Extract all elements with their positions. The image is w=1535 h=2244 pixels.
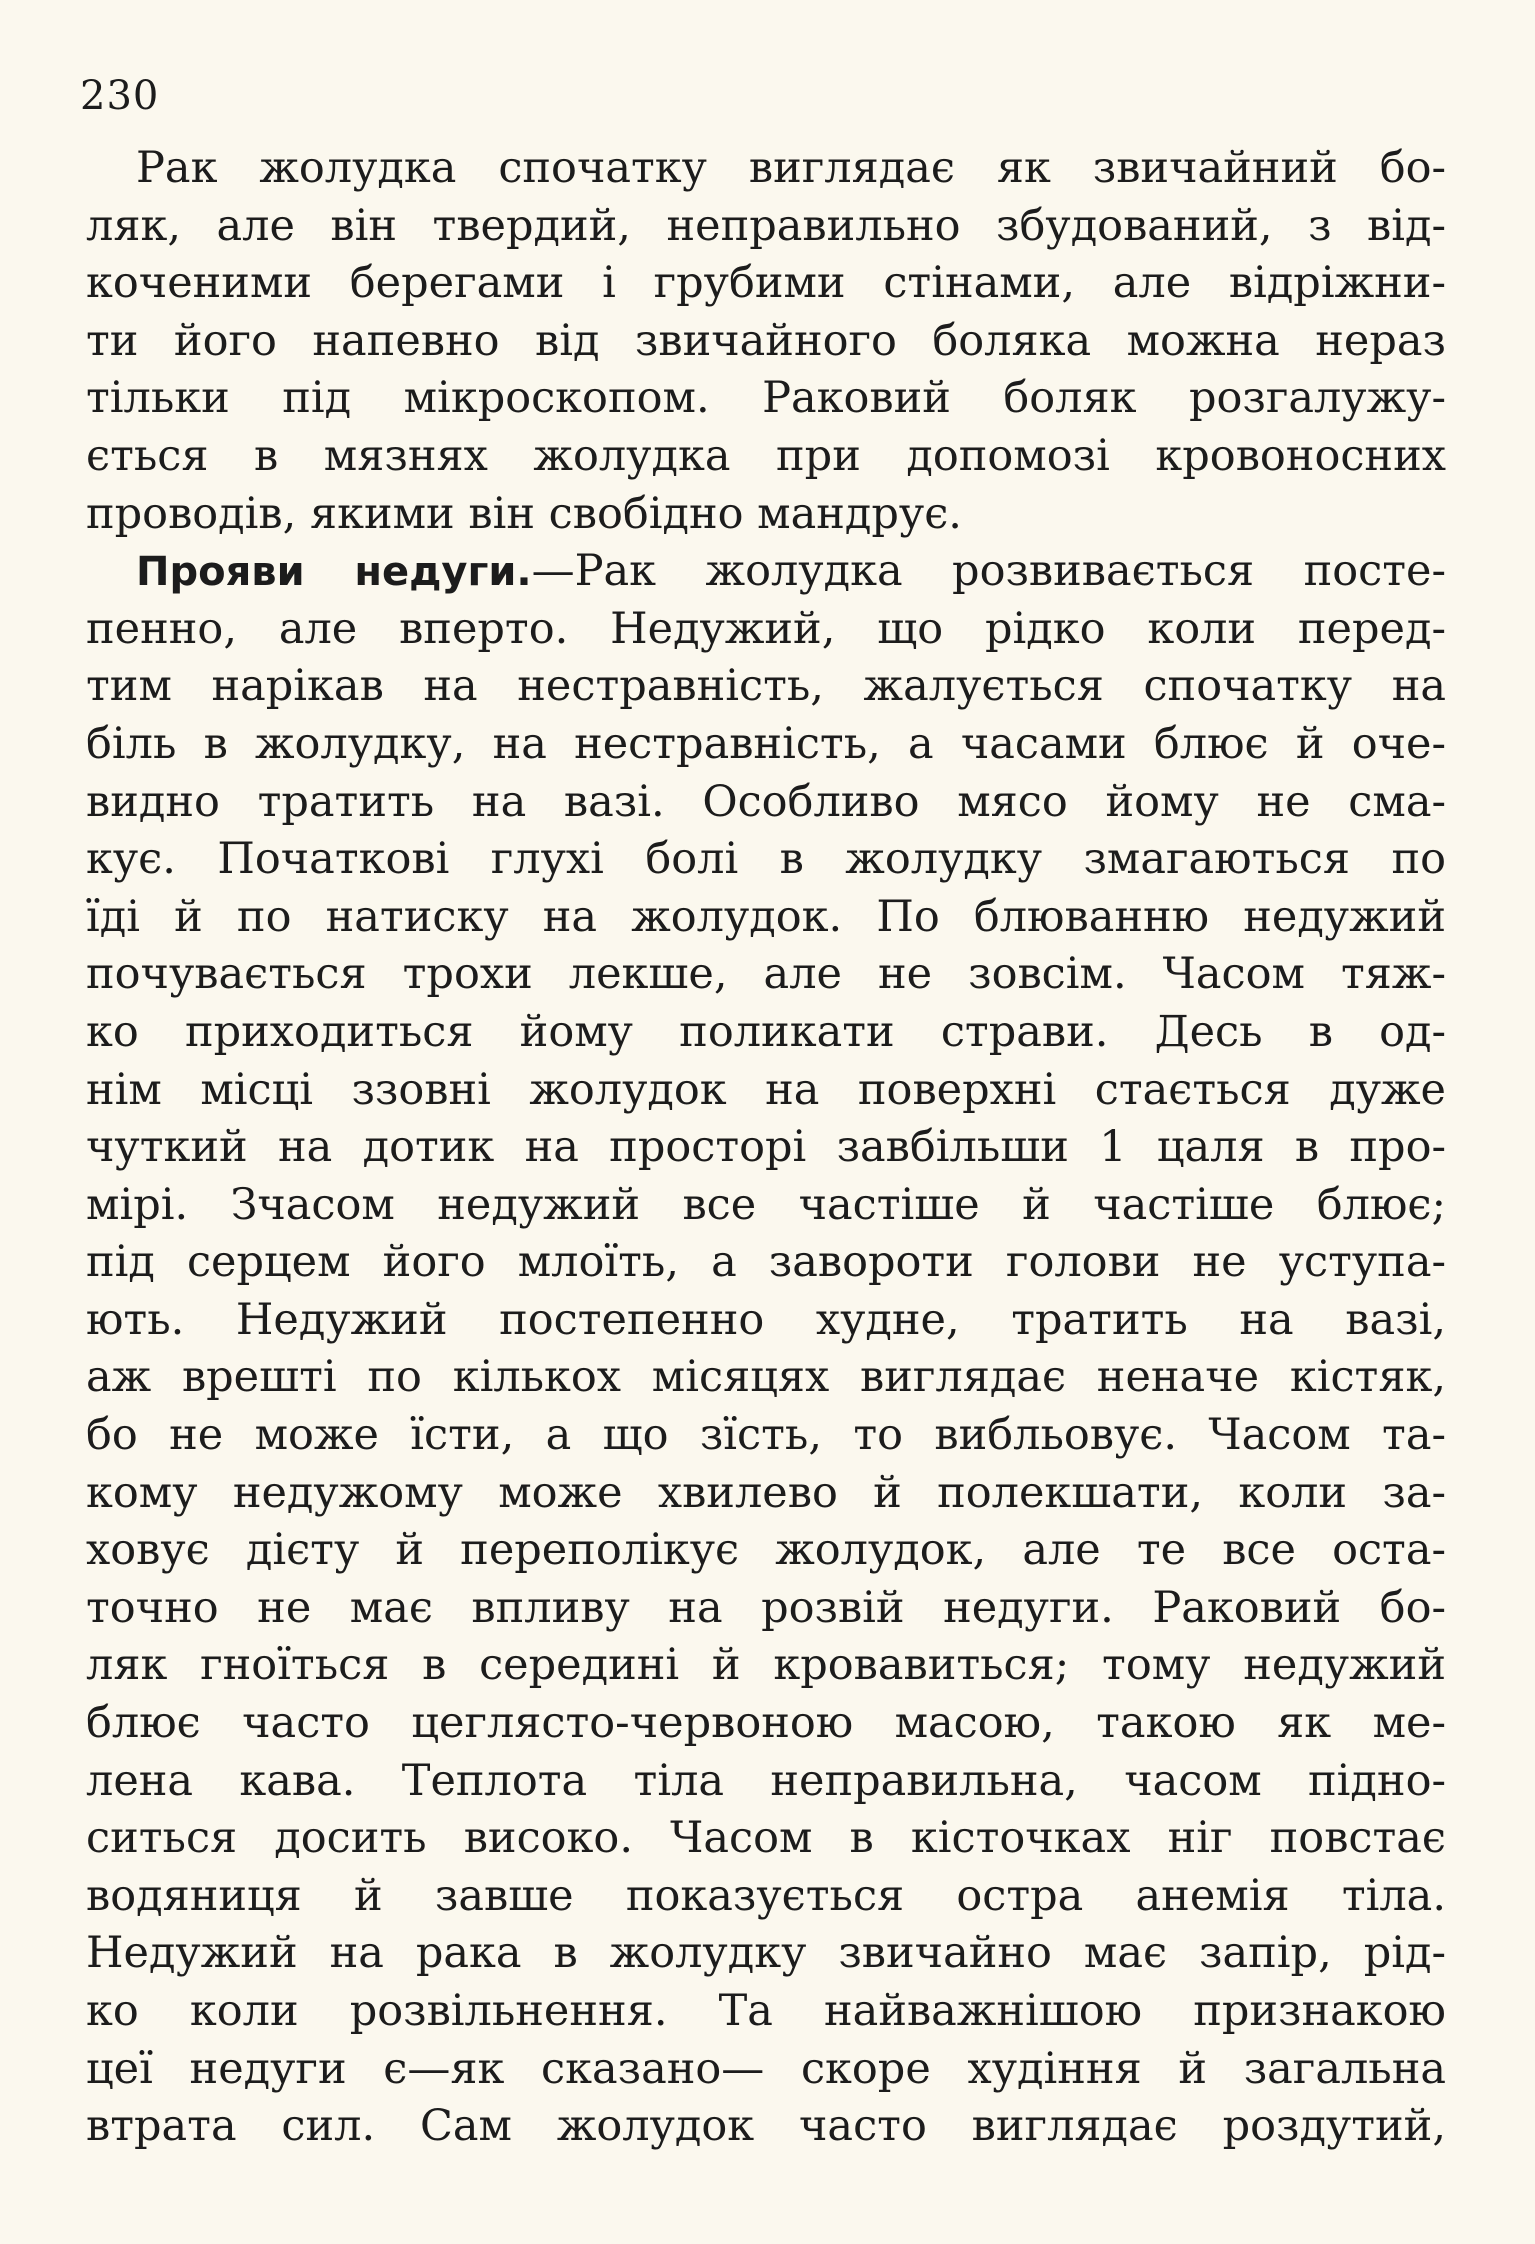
text-line: їді й по натиску на жолудок. По блюванню недужий <box>86 891 1446 942</box>
text-line: ко коли розвільнення. Та найважнішою признакою <box>86 1986 1446 2036</box>
text-line: під серцем його млоїть, а завороти голови не уступа- <box>86 1237 1446 1288</box>
text-line: блює часто цеглясто-червоною масою, такою як ме- <box>86 1698 1446 1749</box>
text-line: аж врешті по кількох місяцях виглядає неначе кістяк, <box>86 1352 1446 1403</box>
text-line: точно не має впливу на розвій недуги. Раковий бо- <box>86 1582 1446 1633</box>
text-line: ситься досить високо. Часом в кісточках ніг повстає <box>86 1813 1446 1864</box>
text-line: видно тратить на вазі. Особливо мясо йому не сма- <box>86 776 1446 827</box>
text-line <box>86 543 1446 601</box>
text-line: проводів, якими він свобідно мандрує. <box>86 488 962 539</box>
text-line: ляк, але він твердий, неправильно збудований, з від- <box>86 200 1446 251</box>
text-line: почувається трохи лекше, але не зовсім. Часом тяж- <box>86 949 1446 1000</box>
text-line: ти його напевно від звичайного боляка можна нераз <box>86 315 1446 366</box>
text-line: коченими берегами і грубими стінами, але відріжни- <box>86 258 1446 309</box>
text-line: тільки під мікроскопом. Раковий боляк розгалужу- <box>86 373 1446 424</box>
section-heading: Прояви недуги. <box>136 549 532 596</box>
text-line: чуткий на дотик на просторі завбільши 1 цаля в про- <box>86 1122 1446 1173</box>
text-line: ють. Недужий постепенно худне, тратить на вазі, <box>86 1294 1446 1345</box>
text-line: кому недужому може хвилево й полекшати, коли за- <box>86 1467 1446 1518</box>
text-line: пенно, але вперто. Недужий, що рідко коли перед- <box>86 603 1446 654</box>
text-line: ко приходиться йому поликати страви. Десь в од- <box>86 1006 1446 1057</box>
text-line: тим нарікав на нестравність, жалується спочатку на <box>86 661 1446 712</box>
text-line: нім місці ззовні жолудок на поверхні стається дуже <box>86 1064 1446 1115</box>
text-line: лена кава. Теплота тіла неправильна, часом підно- <box>86 1755 1446 1806</box>
text-line: мірі. Зчасом недужий все частіше й частіше блює; <box>86 1179 1446 1230</box>
heading-line-rest: —Рак жолудка розвивається посте- <box>531 546 1446 597</box>
text-line: Недужий на рака в жолудку звичайно має запір, рід- <box>86 1928 1446 1979</box>
page-number: 230 <box>80 73 160 119</box>
text-line: бо не може їсти, а що зїсть, то вибльовує. Часом та- <box>86 1410 1446 1461</box>
text-line: ляк гноїться в середині й кровавиться; тому недужий <box>86 1640 1446 1691</box>
text-line: водяниця й завше показується остра анемія тіла. <box>86 1870 1446 1921</box>
text-line: ється в мязнях жолудка при допомозі кровоносних <box>86 430 1446 481</box>
paragraph-1 <box>86 140 1446 543</box>
text-line: цеї недуги є—як сказано— скоре худіння й загальна <box>86 2043 1446 2094</box>
text-line: кує. Початкові глухі болі в жолудку змагаються по <box>86 834 1446 885</box>
text-block <box>86 140 1446 2156</box>
text-line: ховує дієту й переполікує жолудок, але те все оста- <box>86 1525 1446 1576</box>
text-line: Рак жолудка спочатку виглядає як звичайний бо- <box>136 143 1446 193</box>
text-line: втрата сил. Сам жолудок часто виглядає роздутий, <box>86 2101 1446 2152</box>
text-line: біль в жолудку, на нестравність, а часами блює й оче- <box>86 718 1446 769</box>
paragraph-2 <box>86 543 1446 2156</box>
